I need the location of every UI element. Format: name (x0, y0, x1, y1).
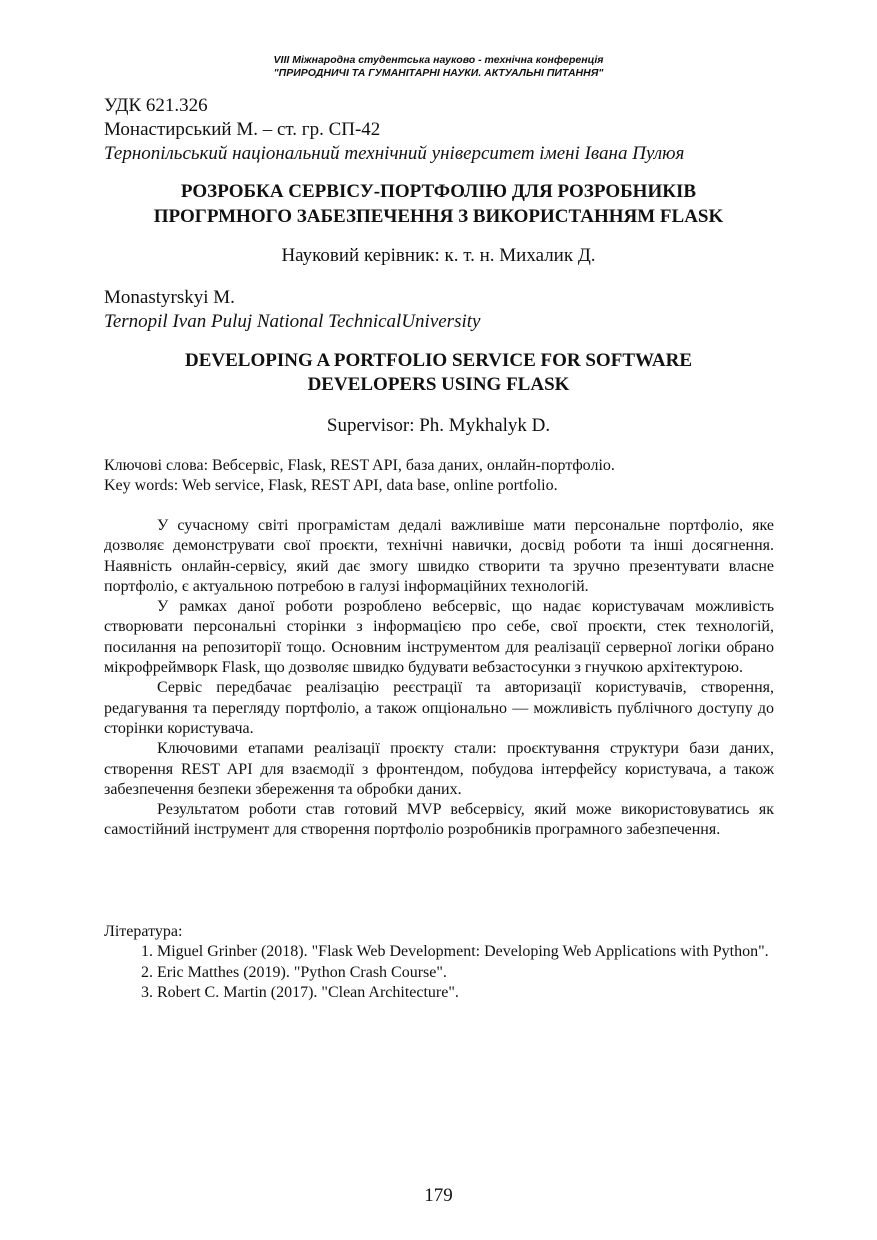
title-en-line-2: DEVELOPERS USING FLASK (307, 374, 570, 395)
title-en-line-1: DEVELOPING A PORTFOLIO SERVICE FOR SOFTWARE (185, 350, 692, 371)
reference-item: 1. Miguel Grinber (2018). "Flask Web Development: Developing Web Applications with Python". (157, 942, 774, 962)
author-en: Monastyrskyi M. (104, 287, 235, 308)
title-ua-line-2: ПРОГРМНОГО ЗАБЕЗПЕЧЕННЯ З ВИКОРИСТАННЯМ FLASK (153, 206, 724, 227)
keywords-ua: Ключові слова: Вебсервіс, Flask, REST API, база даних, онлайн-портфоліо. (104, 457, 615, 474)
supervisor-ua: Науковий керівник: к. т. н. Михалик Д. (281, 245, 596, 266)
paragraph: У сучасному світі програмістам дедалі важливіше мати персональне портфоліо, яке дозволяє демонструвати свої проєкти, технічні навички, досвід роботи та інші досягнення. Наявність онлайн-сервісу, який дає змогу швидко створити та зручно презентувати власне портфоліо, є актуальною потребою в галузі інформаційних технологій. (104, 517, 774, 595)
conference-header-line-1: VIII Міжнародна студентська науково - технічна конференція (273, 54, 604, 66)
title-ua-line-1: РОЗРОБКА СЕРВІСУ-ПОРТФОЛІЮ ДЛЯ РОЗРОБНИКІВ (180, 181, 697, 202)
paragraph: Ключовими етапами реалізації проєкту стали: проєктування структури бази даних, створення REST API для взаємодії з фронтендом, побудова інтерфейсу користувача, а також забезпечення безпеки збереження та обробки даних. (104, 740, 774, 798)
abstract-body (104, 516, 774, 841)
affiliation-ua: Тернопільський національний технічний університет імені Івана Пулюя (104, 143, 685, 164)
paragraph: Результатом роботи став готовий MVP вебсервісу, який може використовуватись як самостійний інструмент для створення портфоліо розробників програмного забезпечення. (104, 801, 774, 839)
udk-code: УДК 621.326 (104, 95, 208, 116)
supervisor-en: Supervisor: Ph. Mykhalyk D. (326, 415, 551, 436)
paragraph: У рамках даної роботи розроблено вебсервіс, що надає користувачам можливість створювати персональні сторінки з інформацією про себе, свої проєкти, стек технологій, посилання на репозиторії тощо. Основним інструментом для реалізації серверної логіки обрано мікрофреймворк Flask, що дозволяє швидко будувати вебзастосунки з гнучкою архітектурою. (104, 598, 774, 677)
references-list (104, 942, 774, 1003)
keywords-en: Key words: Web service, Flask, REST API, data base, online portfolio. (104, 477, 558, 494)
reference-item: 2. Eric Matthes (2019). "Python Crash Course". (157, 963, 774, 983)
author-ua: Монастирський М. – ст. гр. СП-42 (104, 119, 381, 140)
paragraph: Сервіс передбачає реалізацію реєстрації та авторизації користувачів, створення, редагування та перегляду портфоліо, а також опціонально — можливість публічного доступу до сторінки користувача. (104, 679, 774, 737)
reference-item: 3. Robert C. Martin (2017). "Clean Architecture". (157, 983, 774, 1003)
page-number: 179 (424, 1185, 453, 1206)
conference-header-line-2: "ПРИРОДНИЧІ ТА ГУМАНІТАРНІ НАУКИ. АКТУАЛЬНІ ПИТАННЯ" (273, 67, 604, 79)
references-section (104, 922, 774, 1003)
affiliation-en: Ternopil Ivan Puluj National TechnicalUniversity (104, 311, 481, 332)
references-heading: Література: (104, 923, 183, 940)
